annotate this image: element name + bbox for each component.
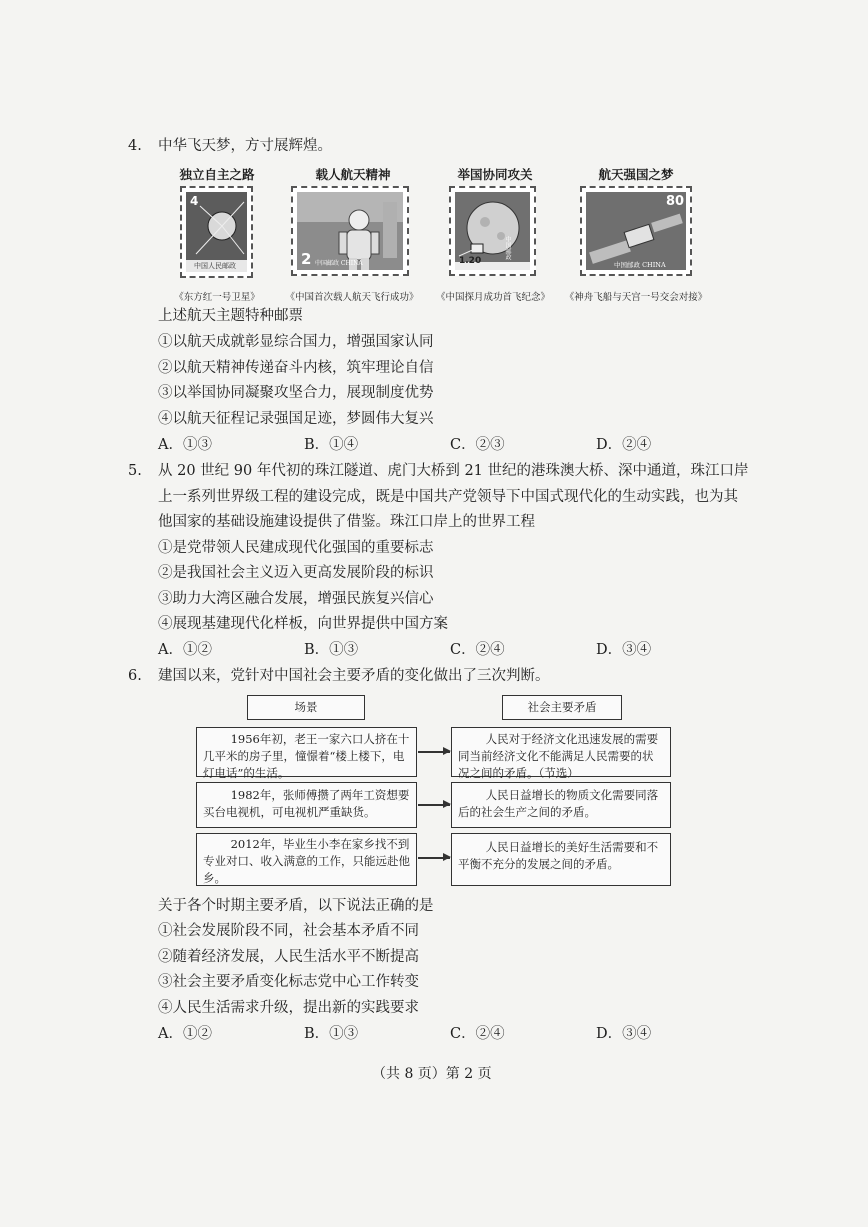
stamp-caption-2: 《中国首次载人航天飞行成功》 — [285, 292, 419, 303]
stamp-first-manned-flight — [291, 186, 409, 276]
q4-option-a[interactable]: A．①③ — [158, 437, 212, 453]
stamp-caption-1: 《东方红一号卫星》 — [174, 292, 260, 303]
q4-item-1: ①以航天成就彰显综合国力，增强国家认同 — [158, 334, 434, 350]
contradiction-header: 社会主要矛盾 — [502, 695, 622, 720]
q5-stem-line-1: 从 20 世纪 90 年代初的珠江隧道、虎门大桥到 21 世纪的港珠澳大桥、深中通道，珠江口岸 — [158, 463, 749, 479]
q4-lead: 上述航天主题特种邮票 — [158, 308, 303, 324]
stamp-caption-3: 《中国探月成功首飞纪念》 — [435, 292, 550, 303]
page-footer: （共 8 页）第 2 页 — [372, 1066, 492, 1082]
q5-option-b[interactable]: B．①③ — [304, 642, 359, 658]
q6-item-4: ④人民生活需求升级，提出新的实践要求 — [158, 1000, 419, 1016]
contradiction-1956: 人民对于经济文化迅速发展的需要同当前经济文化不能满足人民需要的状况之间的矛盾。（节选） — [451, 727, 671, 777]
q6-item-3: ③社会主要矛盾变化标志党中心工作转变 — [158, 974, 419, 990]
q4-item-2: ②以航天精神传递奋斗内核，筑牢理论自信 — [158, 360, 434, 376]
arrow-1982 — [418, 804, 450, 806]
q5-option-d[interactable]: D．③④ — [596, 642, 652, 658]
stamp-3-country: 中国邮政 — [504, 236, 511, 260]
q6-option-c[interactable]: C．②④ — [450, 1026, 505, 1042]
q5-item-3: ③助力大湾区融合发展，增强民族复兴信心 — [158, 591, 434, 607]
q4-option-d[interactable]: D．②④ — [596, 437, 652, 453]
q6-number: 6. — [128, 668, 142, 684]
q4-item-4: ④以航天征程记录强国足迹，梦圆伟大复兴 — [158, 411, 434, 427]
stamp-2-denomination: 2 — [301, 250, 312, 268]
q5-item-2: ②是我国社会主义迈入更高发展阶段的标识 — [158, 565, 434, 581]
scene-1956: 1956年初，老王一家六口人挤在十几平米的房子里，憧憬着“楼上楼下，电灯电话”的生活。 — [196, 727, 417, 777]
stamp-caption-4: 《神舟飞船与天宫一号交会对接》 — [564, 292, 708, 303]
q6-option-a[interactable]: A．①② — [158, 1026, 212, 1042]
q5-stem-line-2: 上一系列世界级工程的建设完成，既是中国共产党领导下中国式现代化的生动实践，也为其 — [158, 489, 738, 505]
q6-option-d[interactable]: D．③④ — [596, 1026, 652, 1042]
q4-stem: 中华飞天梦，方寸展辉煌。 — [158, 138, 332, 154]
scene-header: 场景 — [247, 695, 365, 720]
q6-option-b[interactable]: B．①③ — [304, 1026, 359, 1042]
q4-option-b[interactable]: B．①④ — [304, 437, 359, 453]
q5-item-4: ④展现基建现代化样板，向世界提供中国方案 — [158, 616, 448, 632]
q4-option-c[interactable]: C．②③ — [450, 437, 505, 453]
q6-lead: 关于各个时期主要矛盾，以下说法正确的是 — [158, 898, 434, 914]
scene-2012: 2012年，毕业生小李在家乡找不到专业对口、收入满意的工作，只能远赴他乡。 — [196, 833, 417, 886]
stamp-lunar-exploration — [449, 186, 536, 276]
q5-item-1: ①是党带领人民建成现代化强国的重要标志 — [158, 540, 434, 556]
arrow-2012 — [418, 857, 450, 859]
scene-1982: 1982年，张师傅攒了两年工资想要买台电视机，可电视机严重缺货。 — [196, 782, 417, 828]
stamp-3-denomination: 1.20 — [459, 256, 482, 266]
q5-option-c[interactable]: C．②④ — [450, 642, 505, 658]
q5-number: 5. — [128, 463, 142, 479]
q6-item-2: ②随着经济发展，人民生活水平不断提高 — [158, 949, 419, 965]
stamp-shenzhou-tiangong-docking — [580, 186, 692, 276]
q5-stem-line-3: 他国家的基础设施建设提供了借鉴。珠江口岸上的世界工程 — [158, 514, 535, 530]
stamp-title-2: 载人航天精神 — [315, 167, 391, 182]
q5-option-a[interactable]: A．①② — [158, 642, 212, 658]
q6-item-1: ①社会发展阶段不同，社会基本矛盾不同 — [158, 923, 419, 939]
stamp-2-country: 中国邮政 CHINA — [315, 260, 363, 267]
stamp-title-4: 航天强国之梦 — [598, 167, 674, 182]
contradiction-1981: 人民日益增长的物质文化需要同落后的社会生产之间的矛盾。 — [451, 782, 671, 828]
q4-item-3: ③以举国协同凝聚攻坚合力，展现制度优势 — [158, 385, 434, 401]
contradiction-2017: 人民日益增长的美好生活需要和不平衡不充分的发展之间的矛盾。 — [451, 833, 671, 886]
stamp-title-3: 举国协同攻关 — [457, 167, 533, 182]
arrow-1956 — [418, 751, 450, 753]
stamp-1-denomination: 4 — [190, 194, 199, 208]
stamp-4-country: 中国邮政 CHINA — [614, 261, 666, 269]
stamp-dongfanghong-satellite — [180, 186, 253, 278]
q6-stem: 建国以来，党针对中国社会主要矛盾的变化做出了三次判断。 — [158, 668, 550, 684]
stamp-4-denomination: 80 — [666, 194, 685, 209]
stamp-title-1: 独立自主之路 — [179, 167, 255, 182]
stamp-1-country: 中国人民邮政 — [194, 262, 236, 270]
q4-number: 4. — [128, 138, 142, 154]
